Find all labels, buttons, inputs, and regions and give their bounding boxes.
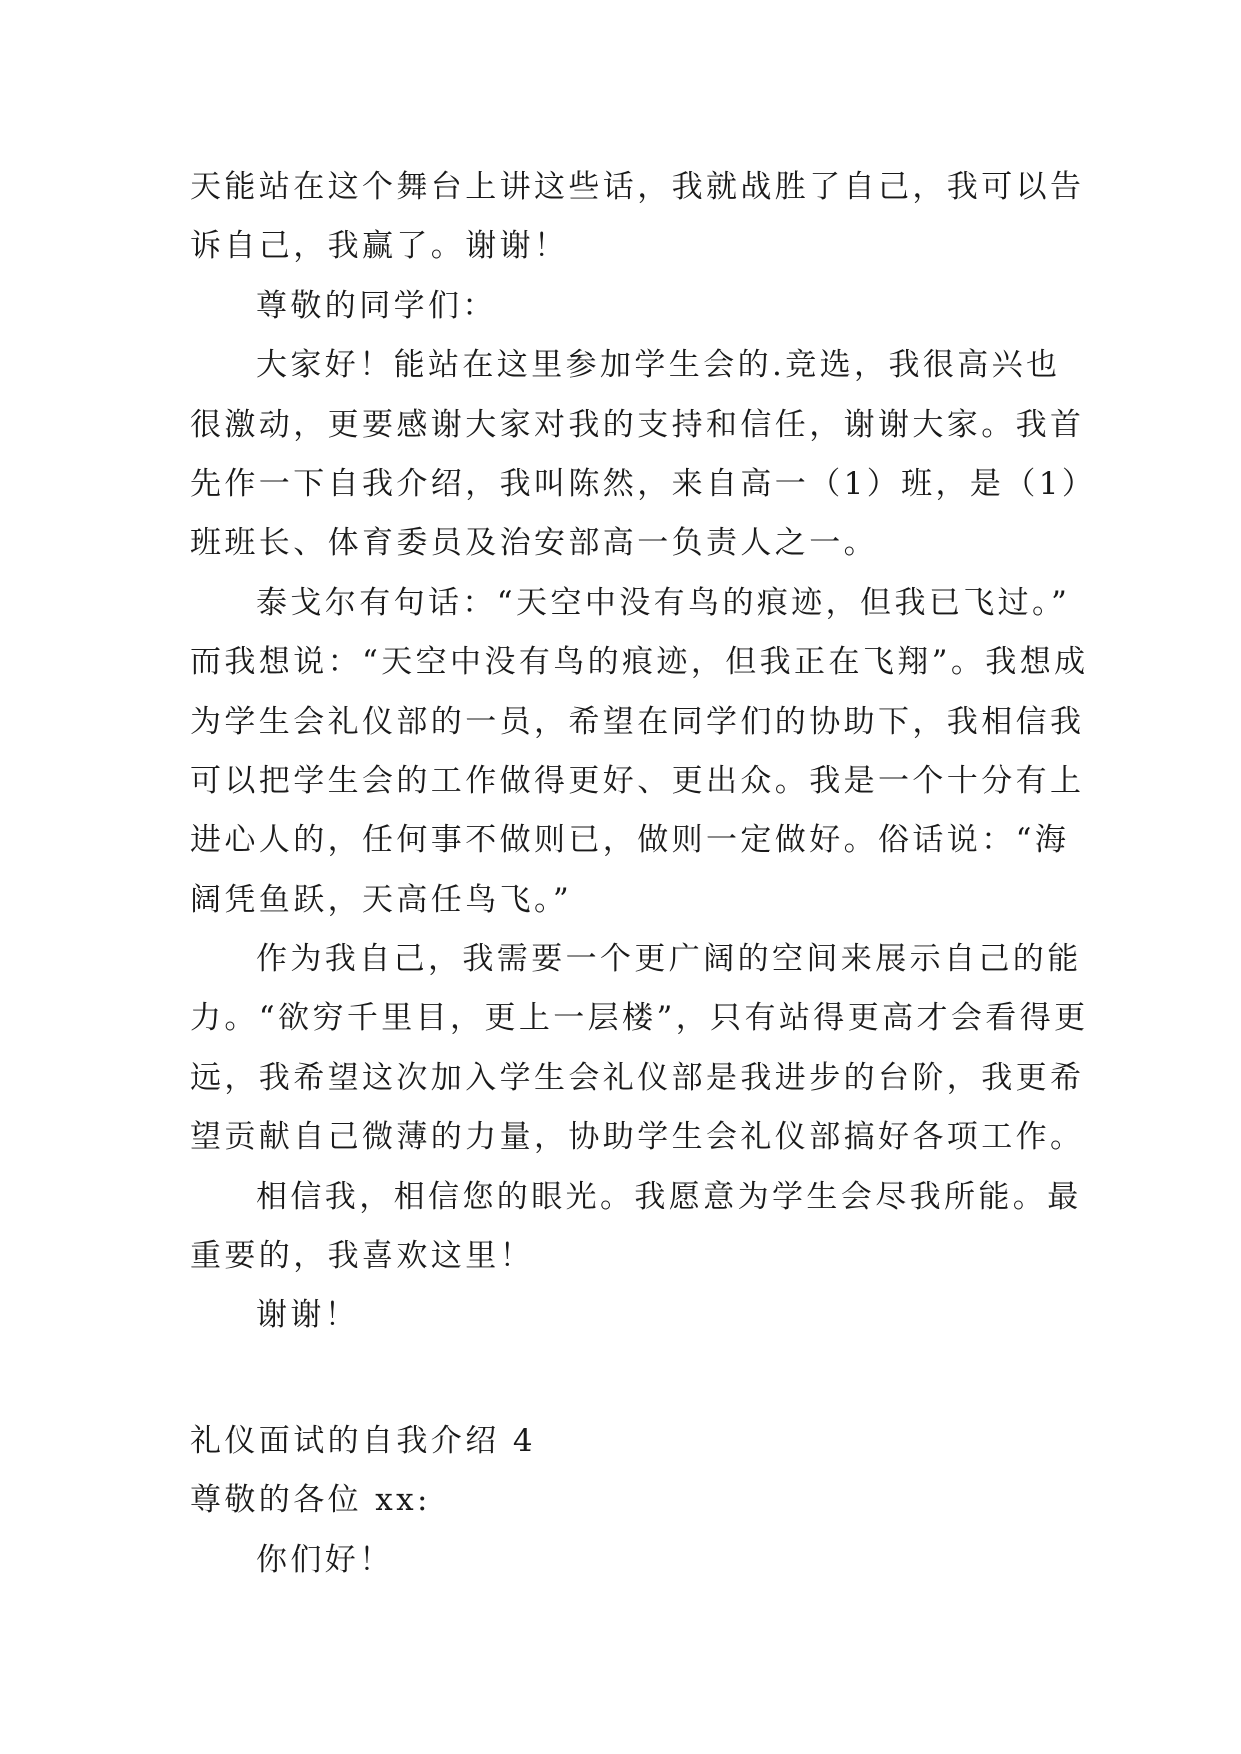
salutation: 尊敬的各位 xx:: [190, 1482, 431, 1519]
text-line: 望贡献自己微薄的力量，协助学生会礼仪部搞好各项工作。: [190, 1119, 1085, 1156]
text-line: 为学生会礼仪部的一员，希望在同学们的协助下，我相信我: [190, 703, 1085, 740]
section-gap: [190, 1346, 1070, 1412]
text-line: 重要的，我喜欢这里！: [190, 1238, 534, 1275]
text-line: 很激动，更要感谢大家对我的支持和信任，谢谢大家。我首: [190, 406, 1085, 443]
text-line: 可以把学生会的工作做得更好、更出众。我是一个十分有上: [190, 762, 1085, 799]
section-heading: 礼仪面试的自我介绍 4: [190, 1422, 536, 1459]
text-line: 大家好！能站在这里参加学生会的.竞选，我很高兴也: [256, 347, 1061, 384]
text-line: 力。“欲穷千里目，更上一层楼”，只有站得更高才会看得更: [190, 1000, 1089, 1037]
text-line: 班班长、体育委员及治安部高一负责人之一。: [190, 525, 878, 562]
text-line: 相信我，相信您的眼光。我愿意为学生会尽我所能。最: [256, 1178, 1082, 1215]
greeting: 你们好！: [256, 1541, 394, 1578]
document-body: [190, 158, 1097, 1590]
text-line: 泰戈尔有句话：“天空中没有鸟的痕迹，但我已飞过。”: [256, 584, 1071, 621]
text-line: 阔凭鱼跃，天高任鸟飞。”: [190, 881, 573, 918]
text-line: 天能站在这个舞台上讲这些话，我就战胜了自己，我可以告: [190, 169, 1085, 205]
text-line: 作为我自己，我需要一个更广阔的空间来展示自己的能: [256, 941, 1082, 978]
closing-thanks: 谢谢！: [256, 1297, 360, 1334]
text-line: 而我想说：“天空中没有鸟的痕迹，但我正在飞翔”。我想成: [190, 644, 1089, 681]
text-line: 诉自己，我赢了。谢谢！: [190, 228, 569, 265]
text-line: 进心人的，任何事不做则已，做则一定做好。俗话说：“海: [190, 822, 1070, 859]
text-line: 远，我希望这次加入学生会礼仪部是我进步的台阶，我更希: [190, 1059, 1085, 1096]
text-line: 先作一下自我介绍，我叫陈然，来自高一（1）班，是（1）: [190, 465, 1097, 502]
salutation: 尊敬的同学们：: [256, 287, 497, 324]
